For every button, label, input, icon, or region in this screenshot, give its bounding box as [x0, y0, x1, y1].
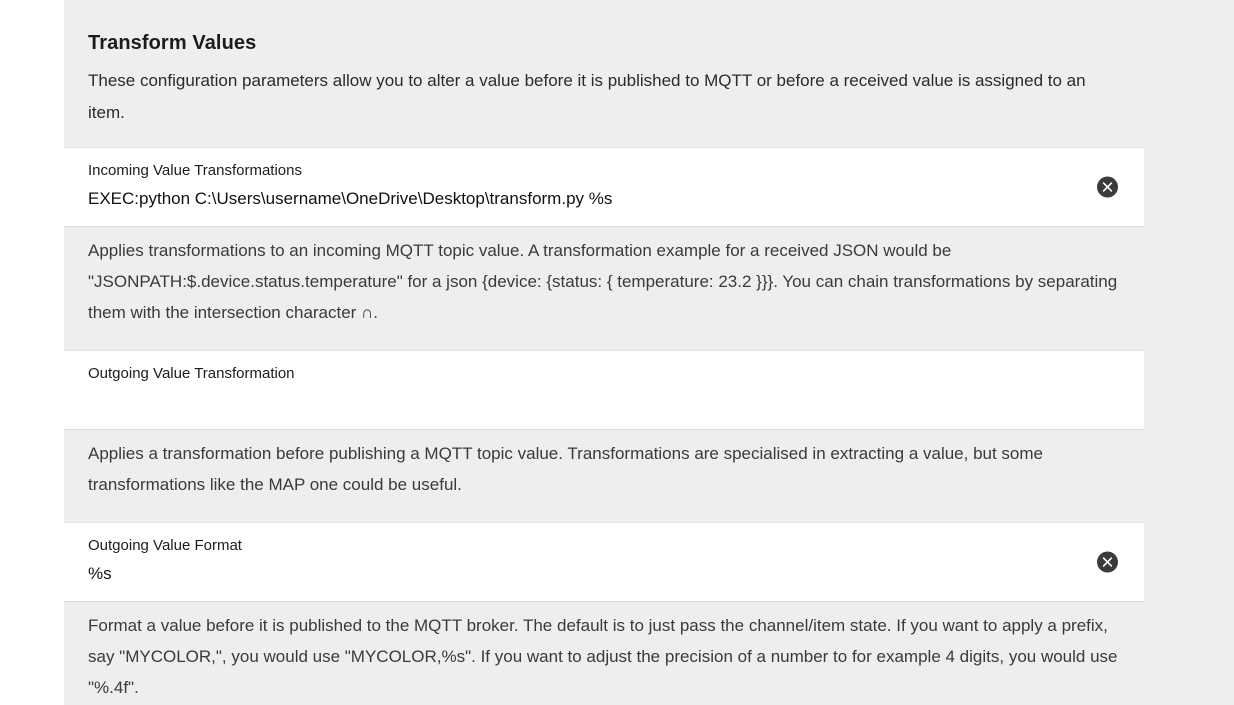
left-gutter — [0, 0, 64, 705]
help-text-incoming: Applies transformations to an incoming MQTT topic value. A transformation example for a received JSON would be "JSONPATH:$.device.status.temperature" for a json {device: {status: { temperature: 23.2 }}}. You can chain transformations by separating them with the intersection character ∩. — [88, 241, 1118, 322]
section-description: These configuration parameters allow you to alter a value before it is published to MQTT or before a received value is assigned to an item. — [88, 71, 1086, 122]
close-icon — [1102, 557, 1113, 568]
page-title: Transform Values — [88, 32, 257, 54]
help-text-outgoing-format: Format a value before it is published to the MQTT broker. The default is to just pass the channel/item state. If you want to apply a prefix, say "MYCOLOR,", you would use "MYCOLOR,%s". If you want to adjust the precision of a number to for example 4 digits, you would use "%.4f". — [88, 616, 1118, 697]
incoming-value-input[interactable]: EXEC:python C:\Users\username\OneDrive\Desktop\transform.py %s — [88, 189, 613, 208]
field-label: Incoming Value Transformations — [88, 162, 302, 179]
outgoing-format-input[interactable]: %s — [88, 564, 112, 583]
close-icon — [1102, 182, 1113, 193]
field-incoming-value-transformations[interactable] — [64, 147, 1144, 227]
outgoing-transformation-input[interactable] — [88, 385, 1120, 417]
help-text-outgoing-transformation: Applies a transformation before publishing a MQTT topic value. Transformations are specialised in extracting a value, but some transformations like the MAP one could be useful. — [88, 444, 1044, 494]
field-outgoing-value-format[interactable] — [64, 522, 1144, 602]
field-label: Outgoing Value Transformation — [88, 365, 295, 382]
clear-icon[interactable] — [1097, 552, 1118, 573]
transform-values-panel — [64, 0, 1234, 705]
clear-icon[interactable] — [1097, 177, 1118, 198]
field-outgoing-value-transformation[interactable] — [64, 350, 1144, 430]
field-label: Outgoing Value Format — [88, 537, 242, 554]
